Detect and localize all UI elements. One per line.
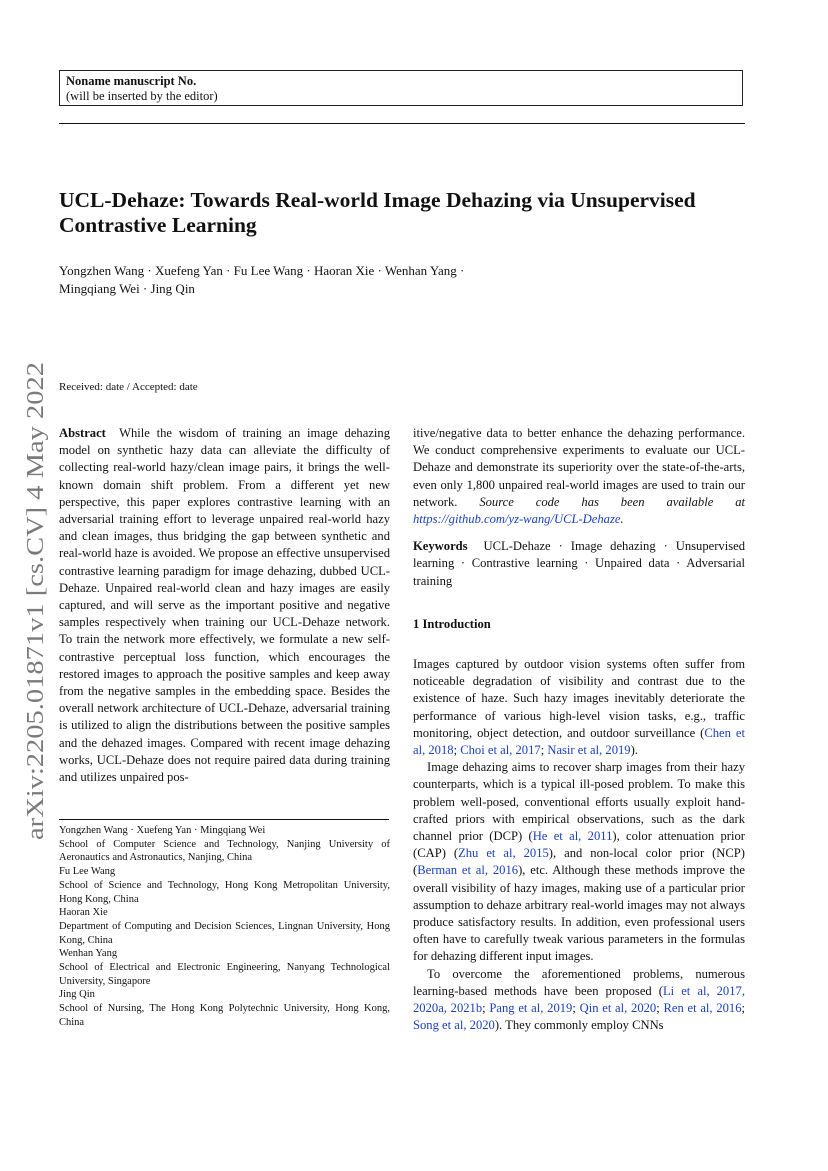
abstract-left-column xyxy=(59,425,390,786)
abstract-continuation xyxy=(413,425,745,528)
affiliation-address-2: School of Science and Technology, Hong Kong Metropolitan University, Hong Kong, China xyxy=(59,879,390,905)
affiliation-names-1: Yongzhen Wang · Xuefeng Yan · Mingqiang Wei xyxy=(59,825,266,836)
affiliation-address-3: Department of Computing and Decision Sciences, Lingnan University, Hong Kong, China xyxy=(59,920,390,946)
intro-paragraph-3 xyxy=(413,966,745,1035)
paper-title xyxy=(59,188,749,238)
intro-p1-end: ). xyxy=(630,743,638,758)
citation-zhu-2015[interactable]: Zhu et al, 2015 xyxy=(458,846,549,861)
sep: ; xyxy=(453,743,461,758)
keywords xyxy=(413,538,745,590)
intro-p2-b: ), color attenuation prior (CAP) ( xyxy=(413,829,745,861)
arxiv-id: arXiv:2205.01871v1 [cs.CV] 4 May 2022 xyxy=(22,428,49,840)
affiliation-names-3: Haoran Xie xyxy=(59,907,108,919)
citation-qin-2020[interactable]: Qin et al, 2020 xyxy=(579,1001,657,1016)
citation-he-2011[interactable]: He et al, 2011 xyxy=(532,829,613,844)
keywords-label: Keywords xyxy=(413,539,468,554)
authors-line-1: Yongzhen Wang · Xuefeng Yan · Fu Lee Wang · Haoran Xie · Wenhan Yang · xyxy=(59,263,465,278)
sep: ; xyxy=(572,1001,580,1016)
affiliation-names-5: Jing Qin xyxy=(59,989,95,1001)
citation-li-2017[interactable]: Li et al, 2017, 2020a, 2021b xyxy=(413,983,745,1016)
intro-p2-a: Image dehazing aims to recover sharp images from their hazy counterparts, which is a typical ill-posed problem. To make this problem well-posed, conventional efforts usually exploit hand-crafted priors with empirical observations, such as the dark channel prior (DCP) ( xyxy=(413,760,745,844)
citation-berman-2016[interactable]: Berman et al, 2016 xyxy=(417,863,519,878)
source-code-end: . xyxy=(620,512,624,527)
abstract-text: While the wisdom of training an image dehazing model on synthetic hazy data can alleviate the difficulty of collecting real-world hazy/clean image pairs, it brings the well-known domain shift problem. From a different yet new perspective, this paper explores contrastive learning with an adversarial training effort to leverage unpaired real-world hazy and clean images, thus bridging the gap between synthetic and real-world haze is avoided. We propose an effective unsupervised contrastive learning paradigm for image dehazing, dubbed UCL-Dehaze. Unpaired real-world clean and hazy images are easily captured, and will serve as the important positive and negative samples respectively when training our UCL-Dehaze network. To train the network more effectively, we formulate a new self-contrastive perceptual loss function, which encourages the restored images to approach the positive samples and keep away from the negative samples in the embedding space. Besides the overall network architecture of UCL-Dehaze, adversarial training is utilized to align the distributions between the positive samples and the dehazed images. Compared with recent image dehazing works, UCL-Dehaze does not require paired data during training and utilizes unpaired pos- xyxy=(59,426,390,785)
manuscript-box xyxy=(59,70,743,106)
section-heading-introduction: 1 Introduction xyxy=(413,616,491,631)
keywords-text: UCL-Dehaze · Image dehazing · Unsupervised learning · Contrastive learning · Unpaired data · Adversarial training xyxy=(413,539,745,588)
affiliation-names-4: Wenhan Yang xyxy=(59,948,118,960)
affiliation-address-1: School of Computer Science and Technology, Nanjing University of Aeronautics and Astronautics, Nanjing, China xyxy=(59,838,390,864)
intro-paragraph-2 xyxy=(413,759,745,965)
title-line-2: Contrastive Learning xyxy=(59,213,257,237)
abstract-text-cont: itive/negative data to better enhance the dehazing performance. We conduct comprehensive experiments to evaluate our UCL-Dehaze and demonstrate its superiority over the state-of-the-arts, even only 1,800 unpaired real-world images are used to train our network. xyxy=(413,426,745,509)
footnote-rule xyxy=(59,819,389,820)
affiliation-names-2: Fu Lee Wang xyxy=(59,866,116,878)
title-line-1: UCL-Dehaze: Towards Real-world Image Dehazing via Unsupervised xyxy=(59,188,696,212)
intro-p1-text: Images captured by outdoor vision systems often suffer from noticeable degradation of visibility and contrast due to the existence of haze. Such hazy images inevitably deteriorate the performance of various high-level vision tasks, e.g., traffic monitoring, object detection, and outdoor surveillance ( xyxy=(413,657,745,740)
sep: ; xyxy=(482,1001,490,1016)
sep: ; xyxy=(741,1001,746,1016)
arxiv-stamp xyxy=(0,0,60,1171)
author-list xyxy=(59,262,559,298)
right-column xyxy=(413,425,745,1035)
affiliations xyxy=(59,824,390,1030)
citation-ren-2016[interactable]: Ren et al, 2016 xyxy=(663,1001,742,1016)
citation-nasir-2019[interactable]: Nasir et al, 2019 xyxy=(547,743,631,758)
sep: ; xyxy=(656,1001,664,1016)
intro-p3-a: To overcome the aforementioned problems, numerous learning-based methods have been proposed ( xyxy=(413,966,745,998)
abstract-label: Abstract xyxy=(59,426,106,440)
affiliation-address-5: School of Nursing, The Hong Kong Polytechnic University, Hong Kong, China xyxy=(59,1003,390,1028)
citation-chen-2018[interactable]: Chen et al, 2018 xyxy=(413,725,745,758)
intro-p2-c: ), and non-local color prior (NCP) ( xyxy=(413,846,745,878)
manuscript-number: Noname manuscript No. xyxy=(66,74,197,88)
intro-p2-d: ), etc. Although these methods improve the overall visibility of hazy images, making use of a particular prior assumption to dehaze arbitrary real-world images may not always produce satisfactory results. In addition, even professional users often have to carefully tweak various parameters in the formulas for dehazing different input images. xyxy=(413,863,745,964)
intro-paragraph-1 xyxy=(413,656,745,759)
header-rule xyxy=(59,123,745,124)
citation-pang-2019[interactable]: Pang et al, 2019 xyxy=(489,1001,573,1016)
github-link[interactable]: https://github.com/yz-wang/UCL-Dehaze xyxy=(413,512,621,527)
source-code-note: Source code has been available at xyxy=(479,494,745,509)
authors-line-2: Mingqiang Wei · Jing Qin xyxy=(59,281,195,296)
affiliation-address-4: School of Electrical and Electronic Engineering, Nanyang Technological University, Singapore xyxy=(59,962,390,987)
received-date: Received: date / Accepted: date xyxy=(59,381,198,393)
intro-p3-b: ). They commonly employ CNNs xyxy=(494,1018,664,1033)
citation-song-2020[interactable]: Song et al, 2020 xyxy=(413,1018,495,1033)
sep: ; xyxy=(540,743,548,758)
citation-choi-2017[interactable]: Choi et al, 2017 xyxy=(460,743,541,758)
manuscript-note: (will be inserted by the editor) xyxy=(66,89,218,103)
